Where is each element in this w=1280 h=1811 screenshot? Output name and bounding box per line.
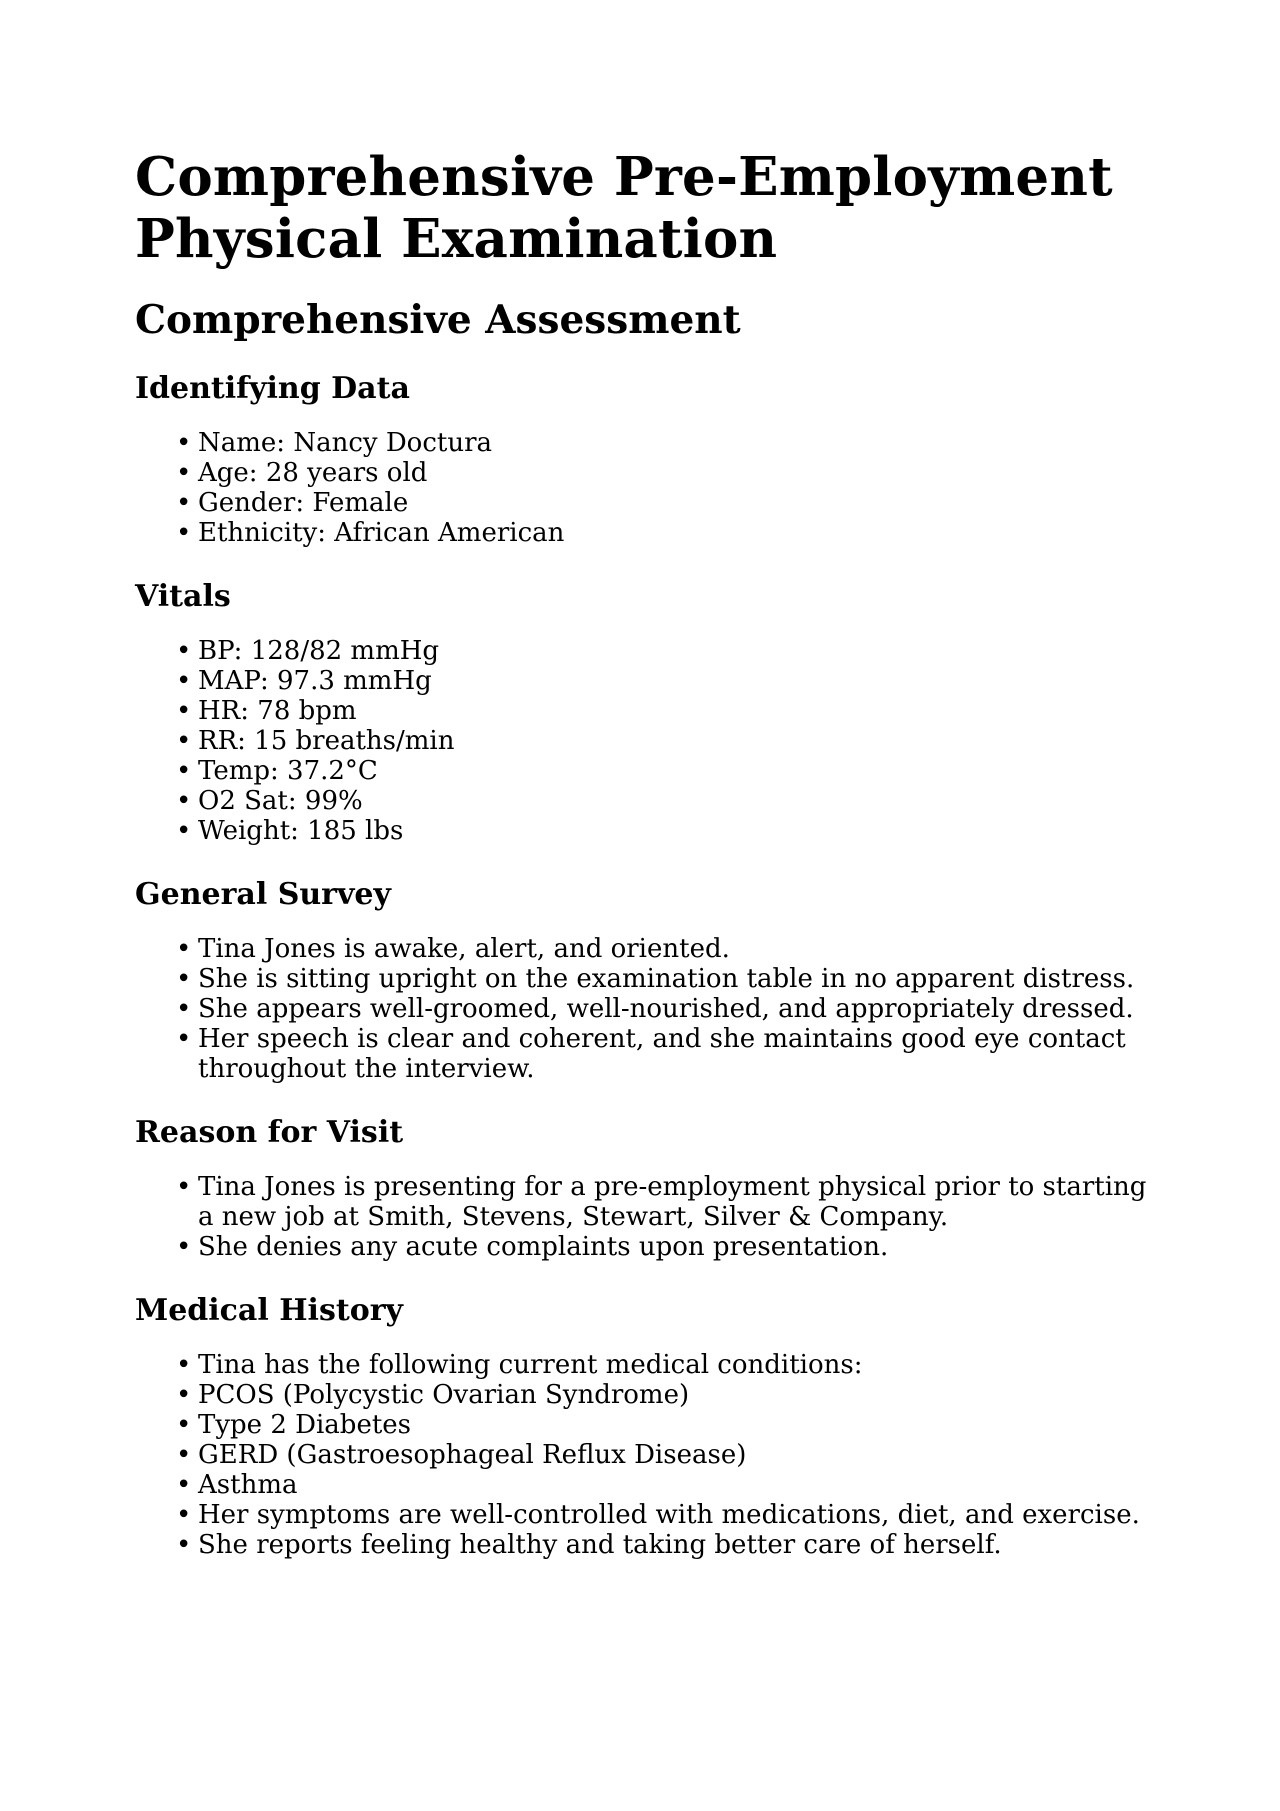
bullet-list [135,1172,1170,1262]
subsection-identifying-data [135,370,1170,548]
list-item: • Weight: 185 lbs [176,816,1170,846]
list-item: • She is sitting upright on the examination table in no apparent distress. [176,964,1170,994]
list-item: • O2 Sat: 99% [176,786,1170,816]
list-item: • Age: 28 years old [176,458,1170,488]
list-item: • MAP: 97.3 mmHg [176,666,1170,696]
list-item: • She denies any acute complaints upon presentation. [176,1232,1170,1262]
list-item: • Her symptoms are well-controlled with medications, diet, and exercise. [176,1500,1170,1530]
list-item: • Tina Jones is awake, alert, and oriented. [176,934,1170,964]
list-item: • Ethnicity: African American [176,518,1170,548]
list-item: • Her speech is clear and coherent, and she maintains good eye contact throughout the interview. [176,1024,1170,1084]
list-item: • Name: Nancy Doctura [176,428,1170,458]
list-item: • BP: 128/82 mmHg [176,636,1170,666]
subsection-vitals [135,578,1170,846]
section-title: Comprehensive Assessment [135,297,741,343]
subsection-heading: Reason for Visit [135,1115,404,1150]
document-title [135,146,1170,270]
subsection-medical-history [135,1292,1170,1560]
list-item: • She appears well-groomed, well-nourished, and appropriately dressed. [176,994,1170,1024]
subsections-container [135,370,1170,1560]
bullet-list [135,636,1170,846]
list-item: • She reports feeling healthy and taking better care of herself. [176,1530,1170,1560]
list-item: • HR: 78 bpm [176,696,1170,726]
list-item: • Tina Jones is presenting for a pre-employment physical prior to starting a new job at Smith, Stevens, Stewart, Silver & Company. [176,1172,1170,1232]
list-item: • PCOS (Polycystic Ovarian Syndrome) [176,1380,1170,1410]
subsection-general-survey [135,876,1170,1084]
subsection-heading: Vitals [135,579,231,614]
document-title-line-1: Comprehensive Pre-Employment [135,146,1113,208]
list-item: • RR: 15 breaths/min [176,726,1170,756]
list-item: • Gender: Female [176,488,1170,518]
subsection-reason-for-visit [135,1114,1170,1262]
list-item: • Tina has the following current medical conditions: [176,1350,1170,1380]
bullet-list [135,428,1170,548]
list-item: • Temp: 37.2°C [176,756,1170,786]
subsection-heading: Identifying Data [135,371,410,406]
list-item: • GERD (Gastroesophageal Reflux Disease) [176,1440,1170,1470]
subsection-heading: Medical History [135,1293,403,1328]
bullet-list [135,934,1170,1084]
list-item: • Type 2 Diabetes [176,1410,1170,1440]
bullet-list [135,1350,1170,1560]
document-title-line-2: Physical Examination [135,208,778,270]
list-item: • Asthma [176,1470,1170,1500]
subsection-heading: General Survey [135,877,391,912]
